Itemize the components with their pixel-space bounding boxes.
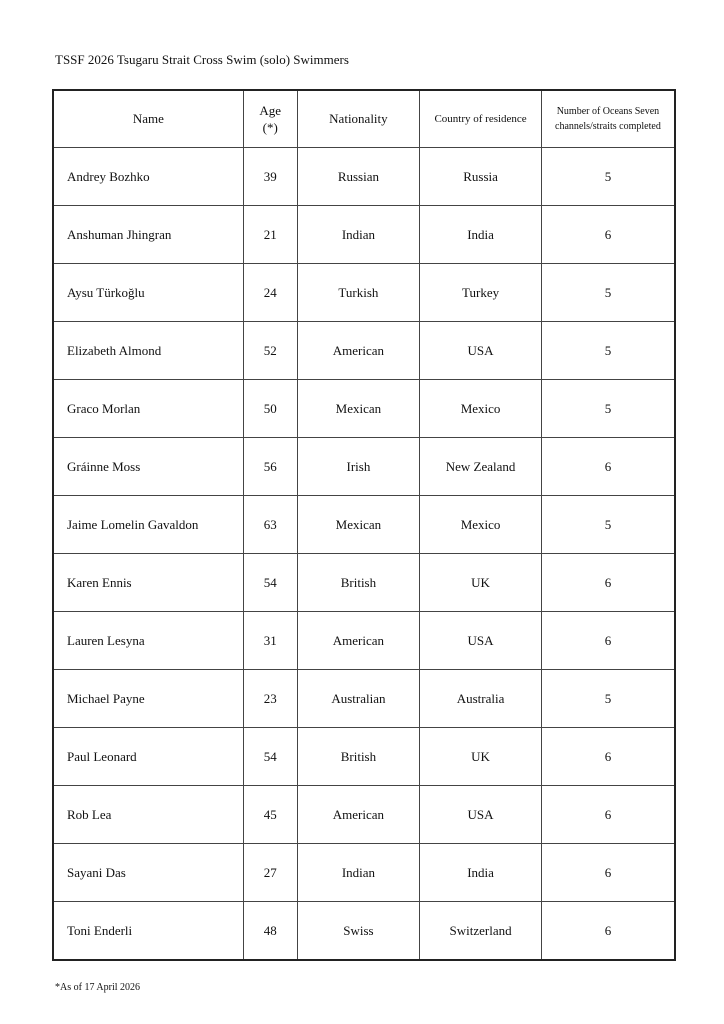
- header-oceans-line1: Number of Oceans Seven: [556, 106, 660, 117]
- cell-age: 56: [243, 438, 297, 496]
- cell-residence: UK: [420, 554, 542, 612]
- header-age-line1: Age: [259, 103, 282, 118]
- document-title: TSSF 2026 Tsugaru Strait Cross Swim (solo) Swimmers: [55, 52, 349, 67]
- table-row: [53, 264, 675, 322]
- cell-residence: India: [420, 206, 542, 264]
- cell-age: 50: [243, 380, 297, 438]
- header-name: Name: [53, 90, 243, 148]
- cell-completed: 5: [541, 148, 675, 206]
- table-row: [53, 554, 675, 612]
- cell-completed: 6: [541, 612, 675, 670]
- cell-age: 54: [243, 554, 297, 612]
- cell-age: 24: [243, 264, 297, 322]
- cell-age: 63: [243, 496, 297, 554]
- table-row: [53, 612, 675, 670]
- cell-name: Sayani Das: [53, 844, 243, 902]
- cell-age: 23: [243, 670, 297, 728]
- table-row: [53, 380, 675, 438]
- header-age: [243, 90, 297, 148]
- cell-completed: 6: [541, 786, 675, 844]
- cell-residence: Russia: [420, 148, 542, 206]
- cell-name: Karen Ennis: [53, 554, 243, 612]
- cell-completed: 6: [541, 554, 675, 612]
- table-row: [53, 902, 675, 961]
- cell-residence: Mexico: [420, 496, 542, 554]
- cell-nationality: Indian: [297, 206, 420, 264]
- cell-age: 45: [243, 786, 297, 844]
- cell-name: Michael Payne: [53, 670, 243, 728]
- cell-name: Toni Enderli: [53, 902, 243, 961]
- cell-residence: USA: [420, 322, 542, 380]
- cell-residence: USA: [420, 786, 542, 844]
- cell-residence: New Zealand: [420, 438, 542, 496]
- cell-completed: 5: [541, 380, 675, 438]
- swimmers-table: [52, 89, 676, 961]
- cell-completed: 6: [541, 902, 675, 961]
- cell-nationality: American: [297, 612, 420, 670]
- table-row: [53, 438, 675, 496]
- cell-residence: USA: [420, 612, 542, 670]
- cell-completed: 6: [541, 438, 675, 496]
- cell-nationality: British: [297, 728, 420, 786]
- cell-name: Rob Lea: [53, 786, 243, 844]
- cell-completed: 5: [541, 496, 675, 554]
- cell-nationality: Mexican: [297, 380, 420, 438]
- header-residence: Country of residence: [420, 90, 542, 148]
- table-header-row: [53, 90, 675, 148]
- footnote: *As of 17 April 2026: [55, 982, 140, 993]
- cell-nationality: Irish: [297, 438, 420, 496]
- cell-nationality: Russian: [297, 148, 420, 206]
- cell-name: Graco Morlan: [53, 380, 243, 438]
- cell-age: 39: [243, 148, 297, 206]
- cell-completed: 5: [541, 322, 675, 380]
- cell-name: Anshuman Jhingran: [53, 206, 243, 264]
- cell-completed: 5: [541, 670, 675, 728]
- cell-age: 52: [243, 322, 297, 380]
- cell-name: Paul Leonard: [53, 728, 243, 786]
- table-row: [53, 322, 675, 380]
- cell-name: Gráinne Moss: [53, 438, 243, 496]
- cell-age: 31: [243, 612, 297, 670]
- cell-residence: UK: [420, 728, 542, 786]
- cell-name: Jaime Lomelin Gavaldon: [53, 496, 243, 554]
- table-row: [53, 148, 675, 206]
- table-row: [53, 844, 675, 902]
- cell-residence: Mexico: [420, 380, 542, 438]
- cell-completed: 6: [541, 206, 675, 264]
- cell-residence: Australia: [420, 670, 542, 728]
- cell-age: 27: [243, 844, 297, 902]
- cell-nationality: British: [297, 554, 420, 612]
- cell-nationality: Swiss: [297, 902, 420, 961]
- cell-completed: 6: [541, 844, 675, 902]
- header-age-line2: (*): [262, 120, 278, 135]
- table-row: [53, 496, 675, 554]
- cell-completed: 6: [541, 728, 675, 786]
- cell-name: Andrey Bozhko: [53, 148, 243, 206]
- header-oceans-completed: [541, 90, 675, 148]
- cell-nationality: Turkish: [297, 264, 420, 322]
- cell-age: 48: [243, 902, 297, 961]
- header-oceans-line2: channels/straits completed: [555, 121, 661, 132]
- cell-name: Lauren Lesyna: [53, 612, 243, 670]
- cell-name: Elizabeth Almond: [53, 322, 243, 380]
- table-row: [53, 728, 675, 786]
- cell-residence: India: [420, 844, 542, 902]
- cell-nationality: Mexican: [297, 496, 420, 554]
- cell-age: 21: [243, 206, 297, 264]
- header-nationality: Nationality: [297, 90, 420, 148]
- table-row: [53, 206, 675, 264]
- cell-completed: 5: [541, 264, 675, 322]
- cell-nationality: Indian: [297, 844, 420, 902]
- cell-age: 54: [243, 728, 297, 786]
- cell-nationality: American: [297, 786, 420, 844]
- cell-nationality: Australian: [297, 670, 420, 728]
- cell-nationality: American: [297, 322, 420, 380]
- cell-residence: Turkey: [420, 264, 542, 322]
- cell-residence: Switzerland: [420, 902, 542, 961]
- table-row: [53, 786, 675, 844]
- cell-name: Aysu Türkoğlu: [53, 264, 243, 322]
- table-row: [53, 670, 675, 728]
